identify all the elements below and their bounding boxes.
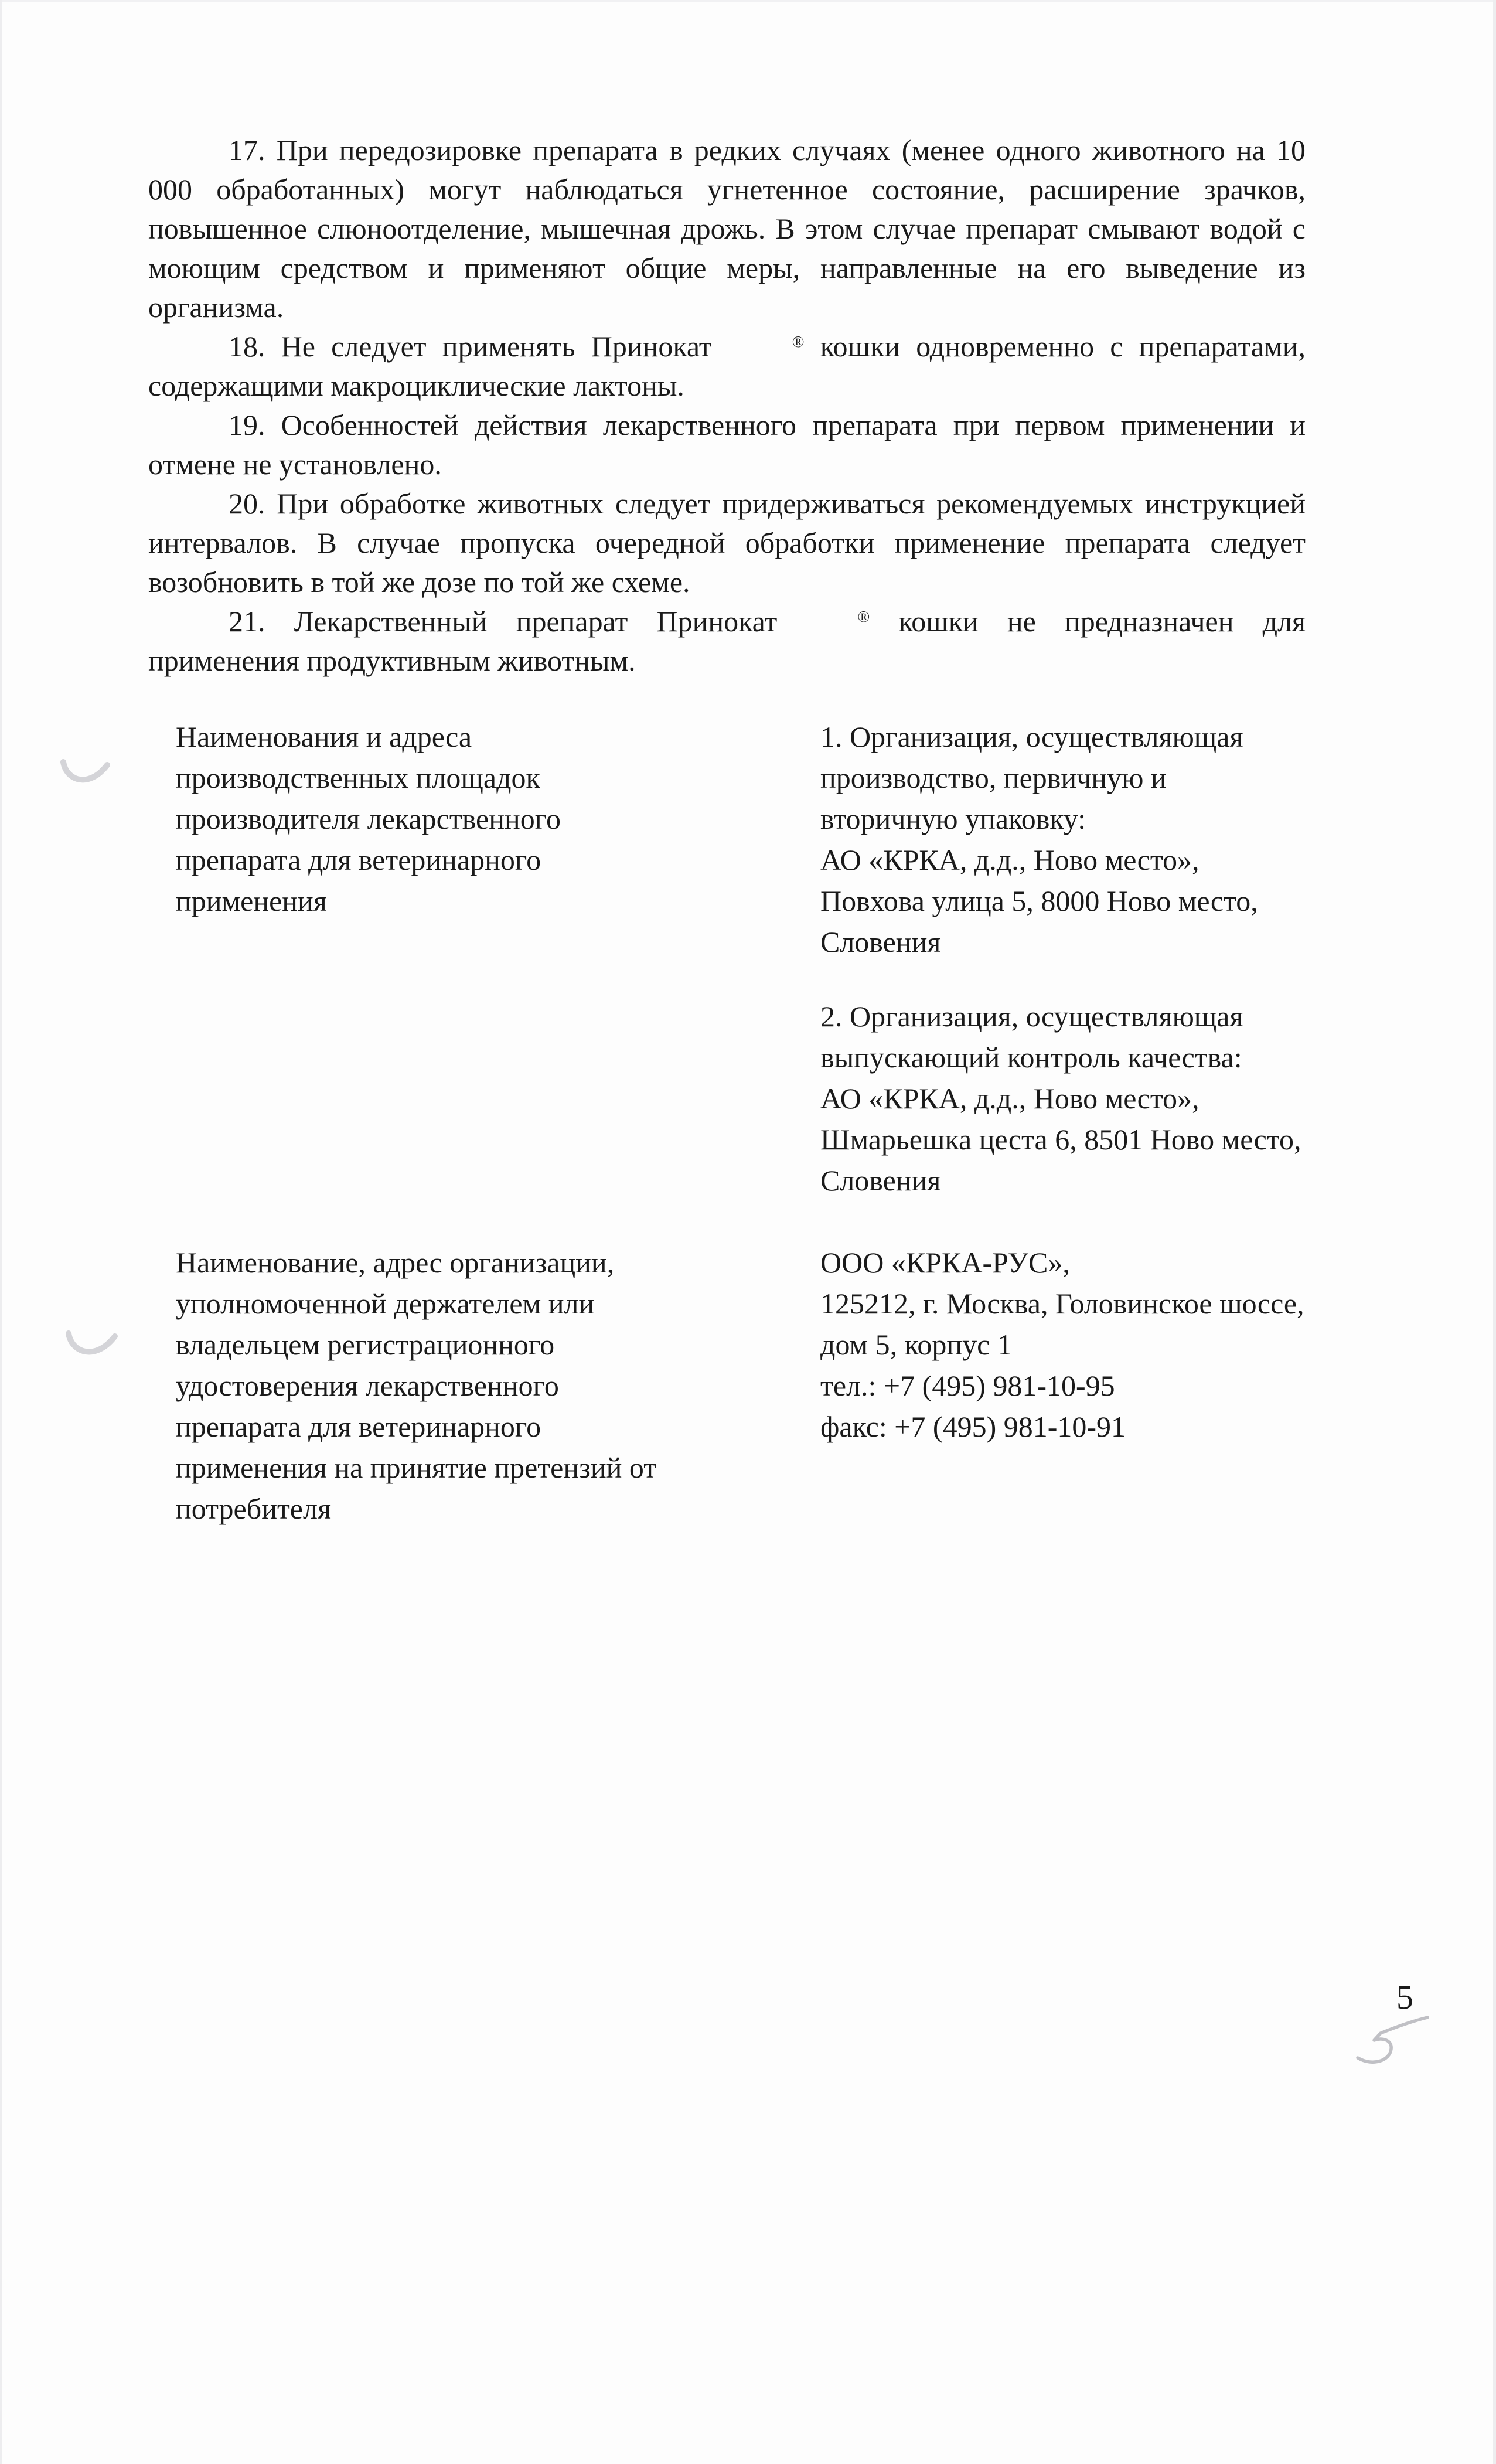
text-line: 2. Организация, осуществляющая (820, 1000, 1243, 1033)
text-line: факс: +7 (495) 981-10-91 (820, 1410, 1126, 1443)
text-line: ООО «КРКА-РУС», (820, 1246, 1070, 1279)
text-line: владельцем регистрационного (176, 1328, 555, 1361)
text-line: препарата для ветеринарного (176, 1410, 541, 1443)
text-line: производственных площадок (176, 761, 540, 794)
paragraph-18-text: 18. Не следует применять Принокат (229, 330, 712, 363)
paragraph-19: 19. Особенностей действия лекарственного препарата при первом применении и отмене не установлено. (148, 409, 1306, 481)
numbered-paragraphs (148, 131, 1306, 680)
text-line: тел.: +7 (495) 981-10-95 (820, 1369, 1115, 1402)
margin-check-mark (63, 1326, 122, 1371)
paragraph-21-tail: кошки не предназначен для применения продуктивным животным. (148, 605, 1306, 677)
text-line: применения (176, 884, 327, 917)
text-line: потребителя (176, 1492, 331, 1525)
text-line: дом 5, корпус 1 (820, 1328, 1012, 1361)
text-line: производство, первичную и (820, 761, 1167, 794)
text-line: применения на принятие претензий от (176, 1451, 657, 1484)
production-site-1 (820, 716, 1359, 962)
text-line: Наименование, адрес организации, (176, 1246, 615, 1279)
paragraph-18: 18. Не следует применять Принокат ® кошки одновременно с препаратами, содержащими макроциклические лактоны. (148, 330, 1306, 402)
text-line: Повхова улица 5, 8000 Ново место, (820, 884, 1258, 917)
text-line: удостоверения лекарственного (176, 1369, 559, 1402)
text-line: уполномоченной держателем или (176, 1287, 595, 1320)
page-number: 5 (1396, 1978, 1413, 2016)
paragraph-20: 20. При обработке животных следует придерживаться рекомендуемых инструкцией интервалов. В случае пропуска очередной обработки применение препарата следует возобновить в той же дозе по той же схеме. (148, 487, 1306, 598)
margin-check-mark (59, 755, 114, 799)
paragraph-21-text: 21. Лекарственный препарат Принокат (229, 605, 778, 638)
text-line: вторичную упаковку: (820, 802, 1086, 835)
text-line: Шмарьешка цеста 6, 8501 Ново место, (820, 1123, 1301, 1156)
production-site-2 (820, 996, 1359, 1201)
paragraph-18-tail: кошки одновременно с препаратами, содержащими макроциклические лактоны. (148, 330, 1306, 402)
paragraph-17: 17. При передозировке препарата в редких случаях (менее одного животного на 10 000 обработанных) могут наблюдаться угнетенное состояние, расширение зрачков, повышенное слюноотделение, мышечная дрожь. В этом случае препарат смывают водой с моющим средством и применяют общие меры, направленные на его выведение из организма. (148, 134, 1306, 324)
text-line: 1. Организация, осуществляющая (820, 720, 1243, 753)
text-line: 125212, г. Москва, Головинское шоссе, (820, 1287, 1304, 1320)
text-line: АО «КРКА, д.д., Ново место», (820, 843, 1199, 876)
paragraph-21: 21. Лекарственный препарат Принокат ® кошки не предназначен для применения продуктивным животным. (148, 605, 1306, 677)
text-line: Словения (820, 925, 941, 958)
manufacturer-sites-label (176, 716, 662, 921)
text-line: выпускающий контроль качества: (820, 1041, 1242, 1074)
text-line: Словения (820, 1164, 941, 1197)
text-line: Наименования и адреса (176, 720, 472, 753)
text-line: производителя лекарственного (176, 802, 561, 835)
claims-organization-label (176, 1242, 662, 1529)
claims-organization-contact (820, 1242, 1359, 1447)
handwritten-five-annotation (1347, 2013, 1434, 2072)
text-line: препарата для ветеринарного (176, 843, 541, 876)
text-line: АО «КРКА, д.д., Ново место», (820, 1082, 1199, 1115)
